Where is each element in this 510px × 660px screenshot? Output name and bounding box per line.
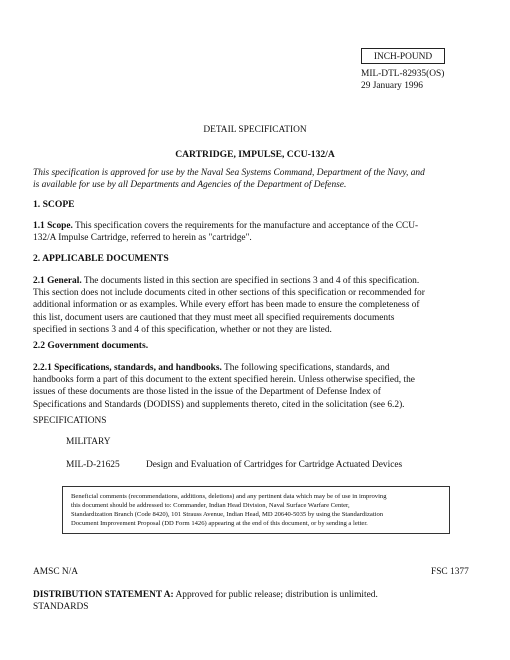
fsc-label: FSC 1377 (431, 567, 469, 577)
reference-id: MIL-D-21625 (66, 460, 120, 470)
reference-title: Design and Evaluation of Cartridges for Cartridge Actuated Devices (146, 460, 403, 470)
government-documents-heading: 2.2 Government documents. (33, 340, 149, 351)
specs-text: handbooks form a part of this document to the extent specified herein. Unless otherwise specified, the (33, 375, 415, 386)
scope-heading: 1. SCOPE (33, 199, 75, 210)
scope-text: 132/A Impulse Cartridge, referred to herein as "cartridge". (33, 233, 252, 244)
comment-box (62, 486, 450, 534)
scope-number: 1.1 Scope. (33, 221, 73, 231)
specs-number: 2.2.1 Specifications, standards, and handbooks. (33, 363, 222, 373)
comment-line: Standardization Branch (Code 8420), 101 Strauss Avenue, Indian Head, MD 20640-5035 by using the Standardization (71, 511, 384, 519)
applicable-documents-heading: 2. APPLICABLE DOCUMENTS (33, 253, 169, 264)
approval-line: is available for use by all Departments and Agencies of the Department of Defense. (33, 180, 347, 191)
amsc-label: AMSC N/A (33, 567, 79, 577)
document-title: CARTRIDGE, IMPULSE, CCU-132/A (175, 149, 335, 160)
inch-pound-stamp: INCH-POUND (361, 48, 445, 64)
scope-paragraph (33, 220, 483, 244)
general-paragraph (33, 275, 485, 336)
specification-type: DETAIL SPECIFICATION (203, 125, 307, 135)
distribution-label: DISTRIBUTION STATEMENT A: (33, 590, 174, 600)
document-date: 29 January 1996 (361, 81, 423, 91)
general-text: The documents listed in this section are specified in sections 3 and 4 of this specification. (81, 276, 420, 286)
general-text: This section does not include documents cited in other sections of this specification or recommended for (33, 288, 425, 299)
standards-label: STANDARDS (33, 602, 89, 613)
specs-text: The following specifications, standards, and (221, 363, 390, 373)
comment-line: Beneficial comments (recommendations, additions, deletions) and any pertinent data which may be of use in improving (71, 493, 387, 500)
specs-text: issues of these documents are those listed in the issue of the Department of Defense Index of (33, 387, 381, 398)
military-label: MILITARY (66, 437, 111, 447)
approval-line: This specification is approved for use by the Naval Sea Systems Command, Department of the Navy, and (33, 168, 425, 178)
comment-line: this document should be addressed to: Commander, Indian Head Division, Naval Surface Warfare Center, (71, 502, 350, 510)
document-number: MIL-DTL-82935(OS) (361, 69, 445, 79)
comment-line: Document Improvement Proposal (DD Form 1426) appearing at the end of this document, or by sending a letter. (71, 520, 368, 528)
distribution-text: Approved for public release; distribution is unlimited. (173, 590, 378, 600)
approval-note (33, 167, 483, 191)
specs-text: Specifications and Standards (DODISS) and supplements thereto, cited in the solicitation (see 6.2). (33, 399, 405, 410)
specs-paragraph (33, 362, 485, 411)
scope-text: This specification covers the requirements for the manufacture and acceptance of the CCU- (72, 221, 419, 231)
distribution-statement (33, 589, 493, 613)
general-text: this list, document users are cautioned that they must meet all specified requirements documents (33, 312, 395, 323)
general-text: specified in sections 3 and 4 of this specification, whether or not they are listed. (33, 324, 332, 335)
specifications-label: SPECIFICATIONS (33, 416, 107, 426)
general-text: additional information or as examples. While every effort has been made to ensure the completeness of (33, 300, 420, 311)
general-number: 2.1 General. (33, 276, 82, 286)
